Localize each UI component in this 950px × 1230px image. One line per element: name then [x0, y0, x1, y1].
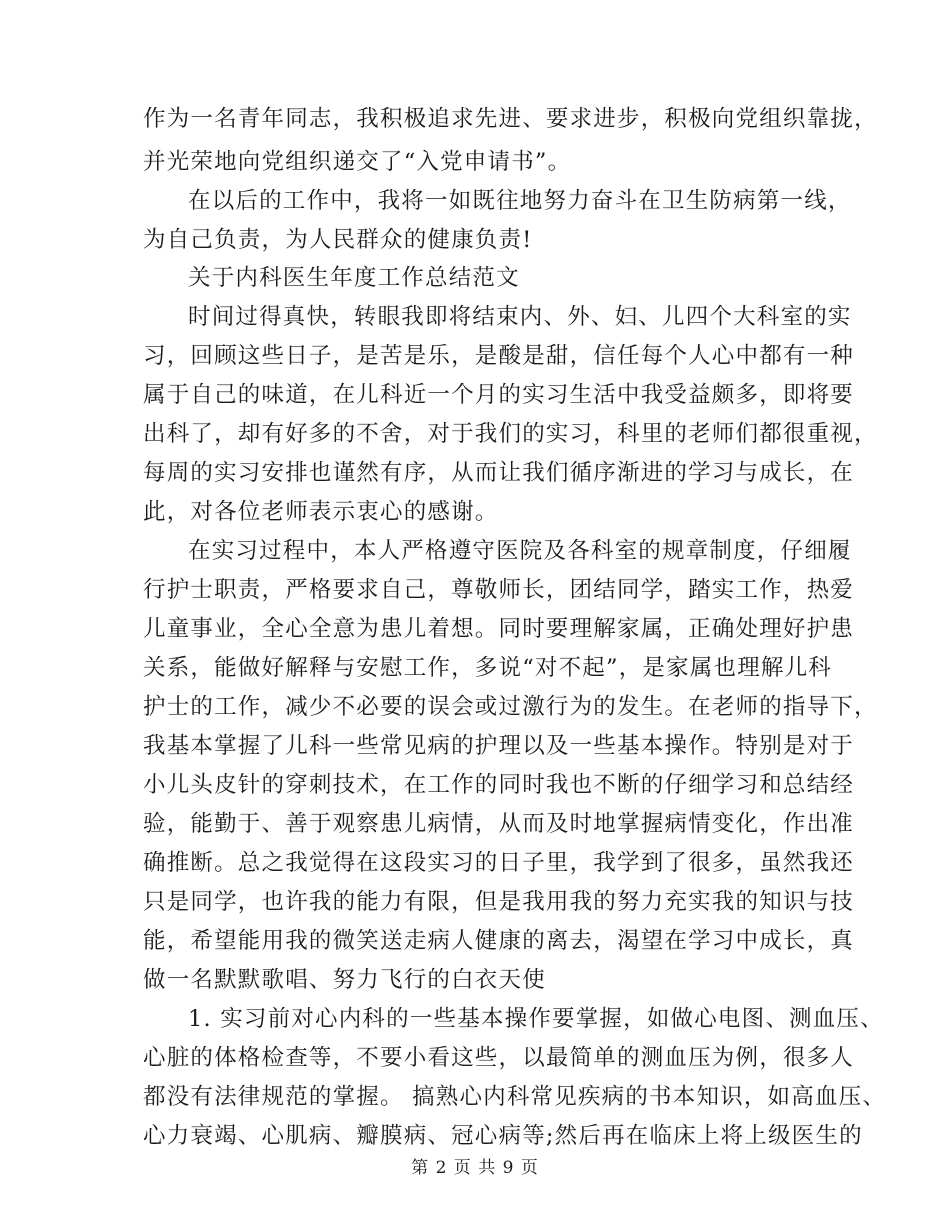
- text-line: 心脏的体格检查等，不要小看这些，以最简单的测血压为例，很多人: [143, 1045, 855, 1071]
- text-line: 出科了，却有好多的不舍，对于我们的实习，科里的老师们都很重视，: [143, 421, 878, 447]
- text-line: 我基本掌握了儿科一些常见病的护理以及一些基本操作。特别是对于: [143, 733, 855, 759]
- text-line: 护士的工作，减少不必要的误会或过激行为的发生。在老师的指导下，: [143, 694, 878, 720]
- text-line: 只是同学，也许我的能力有限，但是我用我的努力充实我的知识与技: [143, 889, 855, 915]
- text-line: 关系，能做好解释与安慰工作，多说“对不起”，是家属也理解儿科: [143, 655, 833, 681]
- text-line: 在以后的工作中，我将一如既往地努力奋斗在卫生防病第一线，: [188, 188, 852, 214]
- text-line: 心力衰竭、心肌病、瓣膜病、冠心病等;然后再在临床上将上级医生的: [143, 1123, 863, 1149]
- text-line: 在实习过程中，本人严格遵守医院及各科室的规章制度，仔细履: [188, 538, 852, 564]
- text-line: 行护士职责，严格要求自己，尊敬师长，团结同学，踏实工作，热爱: [143, 577, 855, 603]
- text-line: 习，回顾这些日子，是苦是乐，是酸是甜，信任每个人心中都有一种: [143, 343, 855, 369]
- text-line: 验，能勤于、善于观察患儿病情，从而及时地掌握病情变化，作出准: [143, 811, 855, 837]
- text-line: 并光荣地向党组织递交了“入党申请书”。: [143, 149, 572, 175]
- text-line: 1. 实习前对心内科的一些基本操作要掌握，如做心电图、测血压、: [188, 1006, 884, 1032]
- text-line: 时间过得真快，转眼我即将结束内、外、妇、儿四个大科室的实: [188, 304, 852, 330]
- text-line: 每周的实习安排也谨然有序，从而让我们循序渐进的学习与成长，在: [143, 460, 855, 486]
- page-number: 第 2 页 共 9 页: [411, 1158, 539, 1178]
- text-line: 属于自己的味道，在儿科近一个月的实习生活中我受益颇多，即将要: [143, 382, 855, 408]
- text-line: 作为一名青年同志，我积极追求先进、要求进步，积极向党组织靠拢，: [143, 106, 878, 132]
- text-line: 确推断。总之我觉得在这段实习的日子里，我学到了很多，虽然我还: [143, 850, 855, 876]
- text-line: 为自己负责，为人民群众的健康负责!: [143, 227, 533, 253]
- text-line: 儿童事业，全心全意为患儿着想。同时要理解家属，正确处理好护患: [143, 616, 855, 642]
- text-line: 都没有法律规范的掌握。 搞熟心内科常见疾病的书本知识，如高血压、: [143, 1084, 887, 1110]
- text-line: 能，希望能用我的微笑送走病人健康的离去，渴望在学习中成长，真: [143, 928, 855, 954]
- text-line: 此，对各位老师表示衷心的感谢。: [143, 499, 499, 525]
- text-line: 小儿头皮针的穿刺技术，在工作的同时我也不断的仔细学习和总结经: [143, 772, 855, 798]
- text-line: 做一名默默歌唱、努力飞行的白衣天使: [143, 967, 546, 993]
- section-heading: 关于内科医生年度工作总结范文: [188, 265, 520, 291]
